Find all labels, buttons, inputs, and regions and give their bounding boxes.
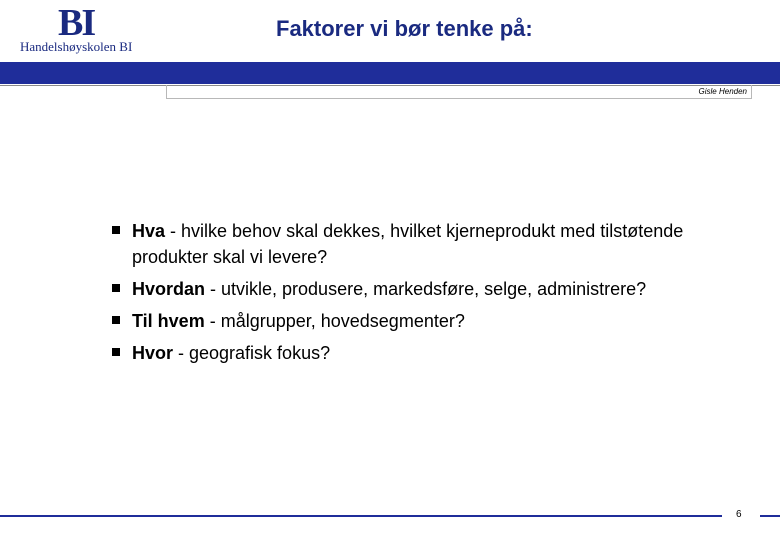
square-bullet-icon [112, 284, 120, 292]
bullet-keyword: Hvordan [132, 279, 206, 299]
logo-mark: BI [58, 2, 95, 44]
header-band [0, 62, 780, 84]
footer-divider-right [760, 515, 780, 517]
bullet-text: - målgrupper, hovedsegmenter? [204, 311, 465, 331]
author-name: Gisle Henden [698, 87, 747, 96]
bullet-item [112, 340, 762, 366]
square-bullet-icon [112, 348, 120, 356]
footer-divider [0, 515, 722, 517]
bullet-keyword: Til hvem [132, 311, 205, 331]
bullet-keyword: Hva [132, 221, 166, 241]
bullet-text: - geografisk fokus? [173, 343, 331, 363]
bullet-item [112, 308, 762, 334]
bullet-text: - hvilke behov skal dekkes, hvilket kjerneprodukt med tilstøtende produkter skal vi levere? [132, 221, 684, 267]
slide-title: Faktorer vi bør tenke på: [276, 16, 533, 41]
bullet-list [112, 218, 762, 366]
bullet-item [112, 276, 762, 302]
bullet-text: - utvikle, produsere, markedsføre, selge, administrere? [205, 279, 647, 299]
square-bullet-icon [112, 316, 120, 324]
page-number: 6 [736, 509, 742, 520]
bi-logo [20, 4, 150, 54]
square-bullet-icon [112, 226, 120, 234]
bullet-keyword: Hvor [132, 343, 174, 363]
author-box [166, 85, 752, 99]
bullet-item [112, 218, 762, 270]
logo-text: Handelshøyskolen BI [20, 39, 133, 54]
